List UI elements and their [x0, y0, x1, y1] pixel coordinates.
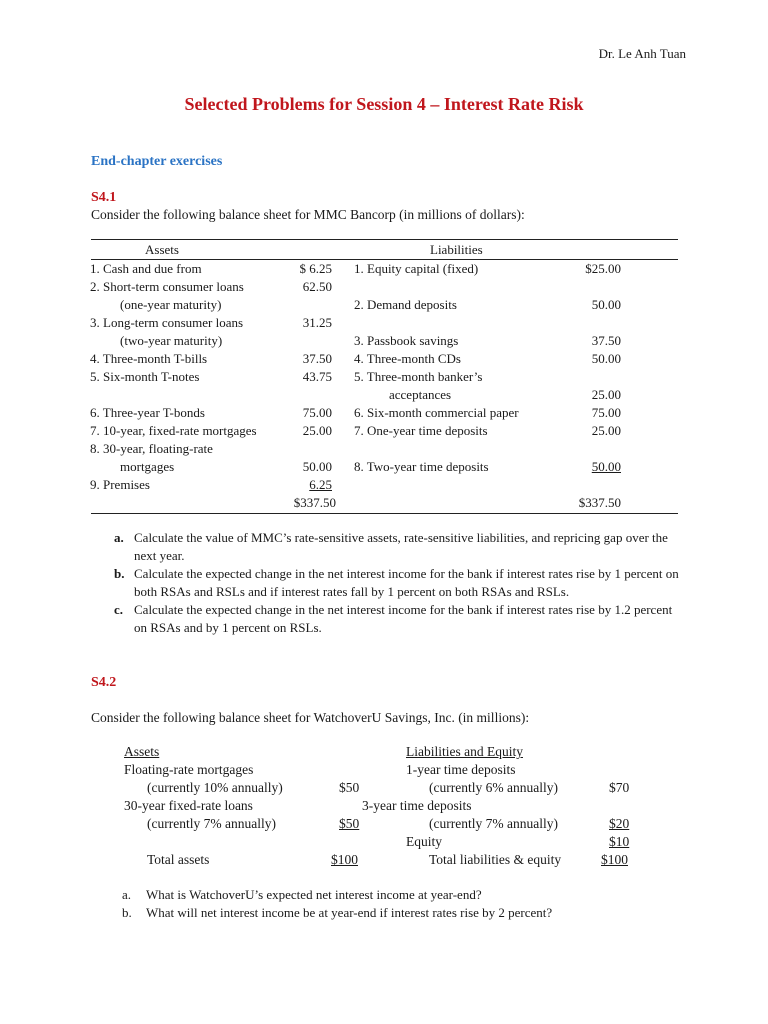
asset-line: (currently 7% annually) — [147, 816, 276, 831]
liability-line: 6. Six-month commercial paper — [354, 405, 519, 420]
liability-line: 1-year time deposits — [406, 762, 516, 777]
asset-value: $50 — [339, 780, 360, 795]
liability-line: 3-year time deposits — [362, 798, 472, 813]
question-text: Calculate the expected change in the net interest income for the bank if interest rates rise by 1 percent on both RSAs and RSLs and if interest rates fall by 1 percent on both RSAs and RSLs. — [134, 566, 679, 599]
total-liabilities-label: Total liabilities & equity — [429, 852, 562, 867]
liability-value: $20 — [609, 816, 630, 831]
liability-value: 50.00 — [591, 297, 621, 312]
asset-value: 37.50 — [302, 351, 332, 366]
asset-line: 4. Three-month T-bills — [90, 351, 208, 366]
problem-label-s42: S4.2 — [91, 675, 117, 690]
liability-line: (currently 7% annually) — [429, 816, 558, 831]
question-label: a. — [122, 887, 132, 902]
asset-value: $ 6.25 — [299, 261, 332, 276]
asset-value: $50 — [339, 816, 360, 831]
asset-value: 6.25 — [309, 477, 332, 492]
asset-line: 7. 10-year, fixed-rate mortgages — [90, 423, 257, 438]
asset-line: 1. Cash and due from — [90, 261, 202, 276]
question-text: What will net interest income be at year-end if interest rates rise by 2 percent? — [146, 905, 553, 920]
question-item — [108, 565, 688, 601]
page-title: Selected Problems for Session 4 – Interest Rate Risk — [184, 94, 584, 114]
asset-line: 2. Short-term consumer loans — [90, 279, 244, 294]
liability-line: 5. Three-month banker’s — [354, 369, 483, 384]
asset-line: (currently 10% annually) — [147, 780, 283, 795]
liability-line: (currently 6% annually) — [429, 780, 558, 795]
asset-value: 50.00 — [302, 459, 332, 474]
asset-value: 25.00 — [302, 423, 332, 438]
liability-line: acceptances — [389, 387, 452, 402]
total-liabilities-value: $100 — [601, 852, 628, 867]
assets-header: Assets — [124, 744, 160, 759]
table-bottom-rule — [91, 513, 678, 514]
total-assets-value: $100 — [331, 852, 358, 867]
question-item — [122, 904, 552, 922]
question-text: Calculate the expected change in the net interest income for the bank if interest rates rise by 1.2 percent on RSAs and by 1 percent on RSLs. — [134, 602, 673, 635]
liabilities-header: Liabilities — [430, 242, 483, 257]
liability-line: 1. Equity capital (fixed) — [354, 261, 479, 276]
question-label: b. — [114, 566, 125, 581]
asset-line: 9. Premises — [90, 477, 150, 492]
liability-value: $337.50 — [578, 495, 621, 510]
question-item — [122, 886, 482, 904]
asset-value: 31.25 — [302, 315, 332, 330]
liability-value: 37.50 — [591, 333, 621, 348]
asset-value: $337.50 — [293, 495, 336, 510]
asset-line: 5. Six-month T-notes — [90, 369, 200, 384]
asset-line: 30-year fixed-rate loans — [124, 798, 253, 813]
liability-value: $25.00 — [585, 261, 621, 276]
question-list-s41 — [108, 529, 688, 637]
liability-value: 75.00 — [591, 405, 621, 420]
liability-value: 50.00 — [591, 459, 621, 474]
asset-value: 62.50 — [302, 279, 332, 294]
liability-line: 7. One-year time deposits — [354, 423, 488, 438]
liability-value: $70 — [609, 780, 630, 795]
asset-line: 3. Long-term consumer loans — [90, 315, 244, 330]
question-text: What is WatchoverU’s expected net interest income at year-end? — [146, 887, 482, 902]
total-assets-label: Total assets — [147, 852, 210, 867]
question-label: c. — [114, 602, 124, 617]
liability-line: 4. Three-month CDs — [354, 351, 461, 366]
liability-value: 50.00 — [591, 351, 621, 366]
liability-value: 25.00 — [591, 423, 621, 438]
asset-line: (one-year maturity) — [120, 297, 222, 312]
question-item — [108, 601, 688, 637]
liability-line: 2. Demand deposits — [354, 297, 457, 312]
asset-line: mortgages — [120, 459, 175, 474]
asset-line: 8. 30-year, floating-rate — [90, 441, 213, 456]
equity-value: $10 — [609, 834, 630, 849]
asset-value: 75.00 — [302, 405, 332, 420]
liability-line: 3. Passbook savings — [354, 333, 459, 348]
liability-line: 8. Two-year time deposits — [354, 459, 489, 474]
question-item — [108, 529, 688, 565]
asset-line: (two-year maturity) — [120, 333, 223, 348]
author-name: Dr. Le Anh Tuan — [598, 46, 686, 61]
question-label: a. — [114, 530, 124, 545]
problem-label-s41: S4.1 — [91, 190, 117, 205]
problem-intro-s41: Consider the following balance sheet for MMC Bancorp (in millions of dollars): — [91, 207, 525, 222]
question-text: Calculate the value of MMC’s rate-sensitive assets, rate-sensitive liabilities, and repricing gap over the next year. — [134, 530, 668, 563]
section-heading: End-chapter exercises — [91, 154, 223, 169]
assets-header: Assets — [145, 242, 179, 257]
table-top-rule — [91, 239, 678, 240]
problem-intro-s42: Consider the following balance sheet for WatchoverU Savings, Inc. (in millions): — [91, 710, 530, 725]
asset-line: Floating-rate mortgages — [124, 762, 254, 777]
asset-line: 6. Three-year T-bonds — [90, 405, 205, 420]
question-label: b. — [122, 905, 132, 920]
liabilities-header: Liabilities and Equity — [406, 744, 523, 759]
liability-value: 25.00 — [591, 387, 621, 402]
asset-value: 43.75 — [302, 369, 332, 384]
equity-label: Equity — [406, 834, 442, 849]
